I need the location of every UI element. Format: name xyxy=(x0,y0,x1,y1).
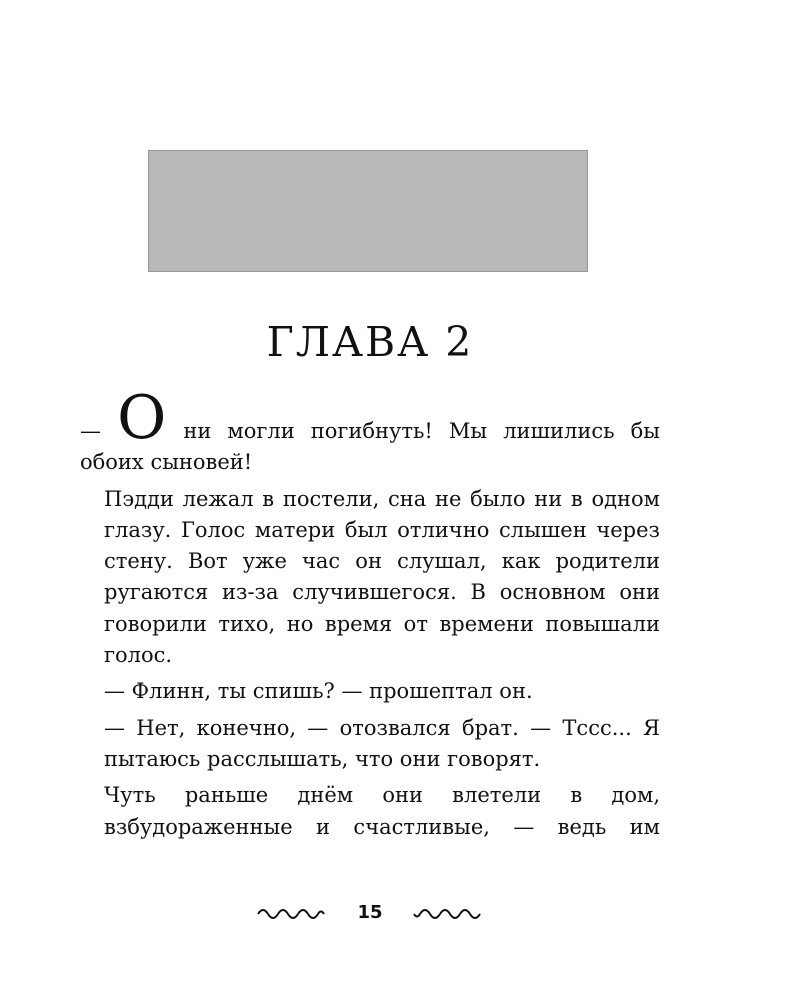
page-number: 15 xyxy=(357,902,383,923)
paragraph-1-text: ни могли погибнуть! Мы лишились бы обоих сыновей! xyxy=(80,419,660,475)
dragon-illustration xyxy=(148,150,588,272)
dialog-dash: — xyxy=(80,419,101,443)
paragraph-3: — Флинн, ты спишь? — прошептал он. xyxy=(104,679,533,704)
chapter-text xyxy=(80,383,660,843)
paragraph-5: Чуть раньше днём они влетели в дом, взбудораженные и счастливые, — ведь им xyxy=(104,783,660,839)
chapter-title: ГЛАВА 2 xyxy=(266,318,474,366)
ornament-right-icon xyxy=(412,902,482,924)
paragraph-1 xyxy=(80,383,660,479)
drop-cap: О xyxy=(117,383,168,453)
ornament-left-icon xyxy=(256,902,326,924)
paragraph-2: Пэдди лежал в постели, сна не было ни в одном глазу. Голос матери был отлично слышен через стену. Вот уже час он слушал, как родители ругаются из-за случившегося. В основном они говорили тихо, но время от времени повышали голос. xyxy=(104,486,660,668)
page-footer xyxy=(0,902,800,932)
paragraph-4: — Нет, конечно, — отозвался брат. — Тссс... Я пытаюсь расслышать, что они говорят. xyxy=(104,715,660,771)
